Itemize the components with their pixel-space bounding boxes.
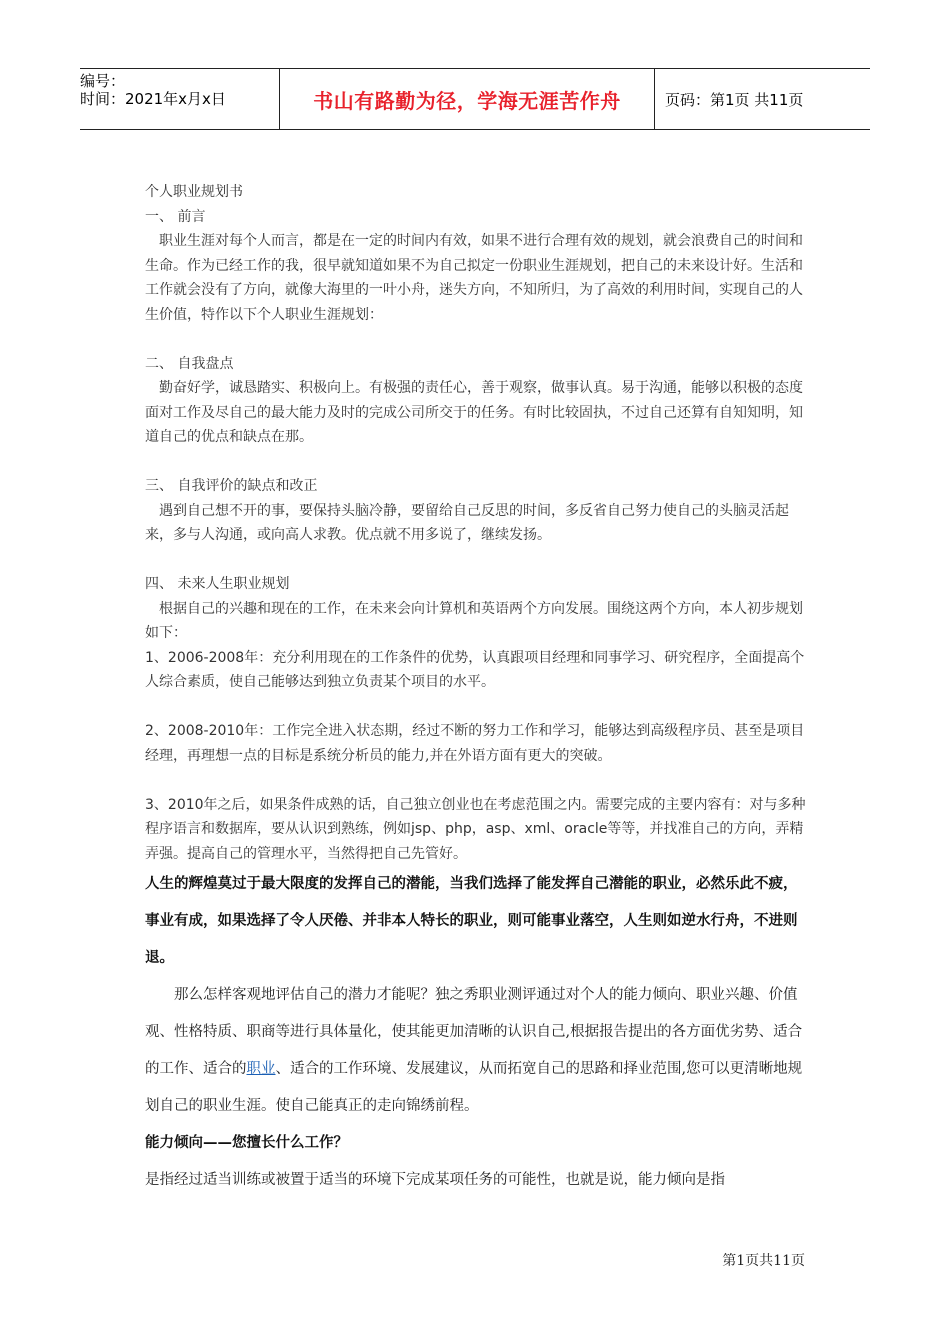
doc-number-label: 编号：: [80, 72, 126, 90]
assessment-paragraph: [145, 977, 810, 1125]
ability-subheading: 能力倾向——您擅长什么工作？: [145, 1135, 348, 1151]
career-link[interactable]: 职业: [246, 1061, 276, 1077]
ability-paragraph: 是指经过适当训练或被置于适当的环境下完成某项任务的可能性，也就是说，能力倾向是指: [145, 1172, 725, 1188]
spacer: [145, 327, 810, 352]
spacer: [145, 768, 810, 793]
plan-item-1-text: 年：充分利用现在的工作条件的优势，认真跟项目经理和同事学习、研究程序，全面提高个人综合素质，使自己能够达到独立负责某个项目的水平。: [145, 649, 805, 690]
header-page-info: 页码：第1页 共11页: [665, 90, 804, 109]
plan-item-3-text-b: 等等，并找准自己的方向，弄精弄强。提高自己的管理水平，当然得把自己先管好。: [145, 821, 804, 862]
document-body: [145, 180, 810, 1199]
doc-time-label: 时间：2021年x月x日: [80, 90, 226, 108]
section-2-body: 勤奋好学，诚恳踏实、积极向上。有极强的责任心，善于观察，做事认真。易于沟通，能够以积极的态度面对工作及尽自己的最大能力及时的完成公司所交于的任务。有时比较固执，不过自己还算有自知知明，知道自己的优点和缺点在那。: [145, 380, 803, 445]
plan-item-3-text-a: 年之后，如果条件成熟的话，自己独立创业也在考虑范围之内。需要完成的主要内容有：对与多种程序语言和数据库，要从认识到熟练，例如: [145, 796, 806, 837]
assessment-text-b: 、适合的工作环境、发展建议，从而拓宽自己的思路和择业范围,您可以更清晰地规划自己的职业生涯。使自己能真正的走向锦绣前程。: [145, 1061, 803, 1114]
plan-item-2-text: 年：工作完全进入状态期，经过不断的努力工作和学习，能够达到高级程序员、甚至是项目经理，再理想一点的目标是系统分析员的能力,并在外语方面有更大的突破。: [145, 723, 805, 764]
section-1-heading: 一、 前言: [145, 208, 206, 225]
plan-item-2-years: 2、2008-2010: [145, 723, 245, 739]
doc-title: 个人职业规划书: [145, 184, 243, 200]
plan-item-1-years: 1、2006-2008: [145, 649, 245, 666]
section-3-heading: 三、 自我评价的缺点和改正: [145, 478, 318, 494]
spacer: [145, 450, 810, 475]
spacer: [145, 548, 810, 573]
assessment-text-a: 那么怎样客观地评估自己的潜力才能呢？独之秀职业测评通过对个人的能力倾向、职业兴趣、价值观、性格特质、职商等进行具体量化，使其能更加清晰的认识自己,根据报告提出的各方面优劣势、适合的工作、适合的: [145, 987, 803, 1077]
page-header: [80, 68, 870, 130]
header-motto: 书山有路勤为径，学海无涯苦作舟: [280, 69, 655, 129]
section-1-body: 职业生涯对每个人而言，都是在一定的时间内有效，如果不进行合理有效的规划，就会浪费自己的时间和生命。作为已经工作的我，很早就知道如果不为自己拟定一份职业生涯规划，把自己的未来设计好。生活和工作就会没有了方向，就像大海里的一叶小舟，迷失方向，不知所归，为了高效的利用时间，实现自己的人生价值，特作以下个人职业生涯规划：: [145, 233, 803, 323]
page-footer: 第1页共11页: [722, 1253, 805, 1269]
section-4-body: 根据自己的兴趣和现在的工作，在未来会向计算机和英语两个方向发展。围绕这两个方向，本人初步规划如下：: [145, 600, 803, 641]
header-meta: [80, 69, 280, 129]
bold-paragraph: 人生的辉煌莫过于最大限度的发挥自己的潜能，当我们选择了能发挥自己潜能的职业，必然乐此不疲，事业有成，如果选择了令人厌倦、并非本人特长的职业，则可能事业落空，人生则如逆水行舟，不进则退。: [145, 876, 798, 966]
section-2-heading: 二、 自我盘点: [145, 355, 234, 372]
spacer: [145, 695, 810, 720]
plan-item-2: [145, 719, 810, 768]
plan-item-3-years: 3、2010: [145, 796, 204, 813]
plan-item-3: [145, 793, 810, 867]
section-4-heading: 四、 未来人生职业规划: [145, 576, 290, 592]
section-3-body: 遇到自己想不开的事，要保持头脑冷静，要留给自己反思的时间，多反省自己努力使自己的头脑灵活起来，多与人沟通，或向高人求教。优点就不用多说了，继续发扬。: [145, 502, 789, 543]
plan-item-3-tech: jsp、php，asp、xml、oracle: [411, 821, 608, 837]
plan-item-1: [145, 646, 810, 695]
